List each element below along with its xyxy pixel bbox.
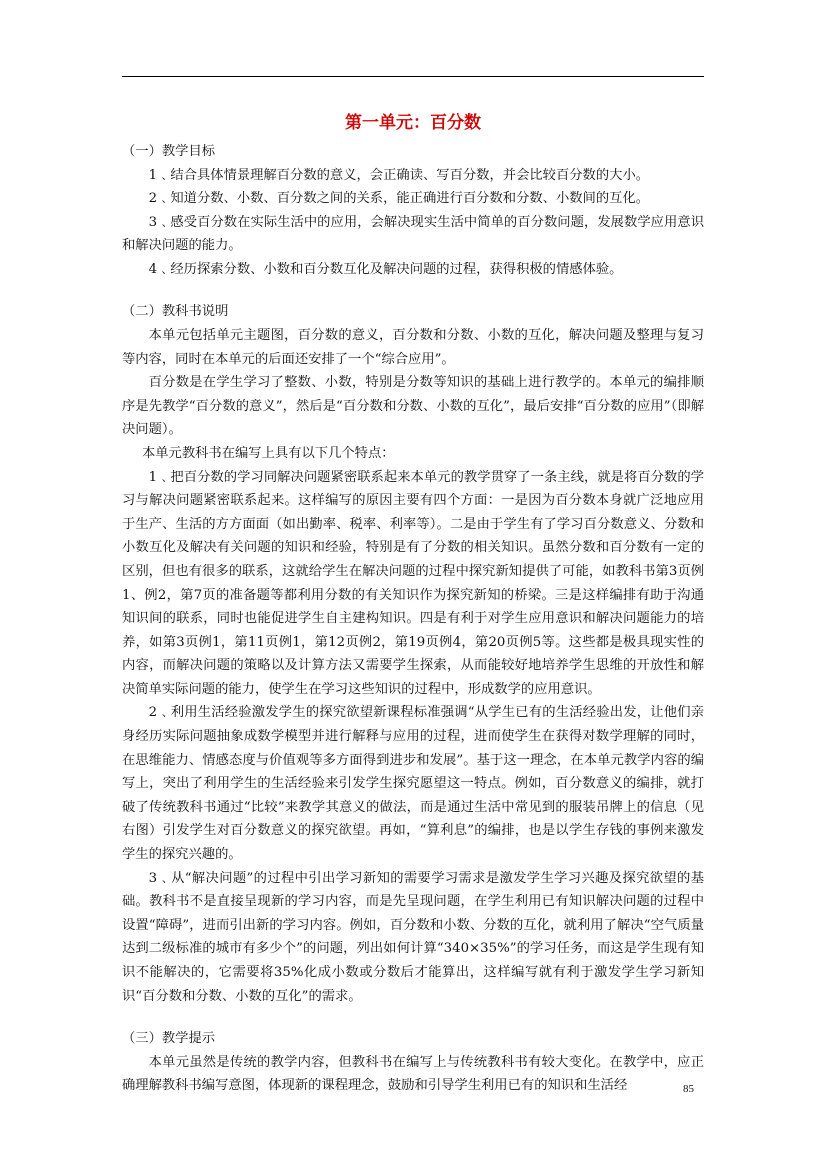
- goal-item: 1﹑结合具体情景理解百分数的意义，会正确读、写百分数，并会比较百分数的大小。: [148, 167, 650, 183]
- paragraph: 百分数是在学生学习了整数、小数，特别是分数等知识的基础上进行教学的。本单元的编排顺序是先教学“百分数的意义”，然后是“百分数和分数、小数的互化”，最后安排“百分数的应用”（即解决问题）。: [122, 375, 704, 438]
- section-gap: [122, 281, 704, 300]
- section-heading-teaching-goals: （一）教学目标: [122, 144, 216, 159]
- paragraph: 3﹑从“解决问题”的过程中引出学习新知的需要学习需求是激发学生学习兴趣及探究欲望的基础。教科书不是直接呈现新的学习内容，而是先呈现问题，在学生利用已有知识解决问题的过程中设置“障碍”，进而引出新的学习内容。例如，百分数和小数、分数的互化，就利用了解决“空气质量达到二级标准的城市有多少个”的问题，列出如何计算“340×35%”的学习任务，而这是学生现有知识不能解决的，它需要将35%化成小数或分数后才能算出，这样编写就有利于激发学生学习新知识“百分数和分数、小数的互化”的需求。: [122, 870, 704, 1004]
- goal-item: 2﹑知道分数、小数、百分数之间的关系，能正确进行百分数和分数、小数间的互化。: [148, 191, 650, 207]
- paragraph: 本单元包括单元主题图，百分数的意义，百分数和分数、小数的互化，解决问题及整理与复习等内容，同时在本单元的后面还安排了一个“综合应用”。: [122, 327, 704, 367]
- goal-item: 3﹑感受百分数在实际生活中的应用，会解决现实生活中简单的百分数问题，发展数学应用意识和解决问题的能力。: [122, 214, 704, 254]
- section-heading-teaching-tips: （三）教学提示: [122, 1031, 216, 1047]
- goal-item: 4﹑经历探索分数、小数和百分数互化及解决问题的过程，获得积极的情感体验。: [148, 261, 623, 277]
- section-gap: [122, 1008, 704, 1027]
- paragraph: 本单元虽然是传统的教学内容，但教科书在编写上与传统教科书有较大变化。在教学中，应正确理解教科书编写意图，体现新的课程理念，鼓励和引导学生利用已有的知识和生活经: [122, 1054, 704, 1094]
- document-page: [122, 108, 704, 1098]
- paragraph: 2﹑利用生活经验激发学生的探究欲望新课程标准强调“从学生已有的生活经验出发，让他们亲身经历实际问题抽象成数学模型并进行解释与应用的过程，进而使学生在获得对数学理解的同时，在思维能力、情感态度与价值观等多方面得到进步和发展”。基于这一理念，在本单元教学内容的编写上，突出了利用学生的生活经验来引发学生探究愿望这一特点。例如，百分数意义的编排，就打破了传统教科书通过“比较”来教学其意义的做法，而是通过生活中常见到的服装吊牌上的信息（见右图）引发学生对百分数意义的探究欲望。再如，“算利息”的编排，也是以学生存钱的事例来激发学生的探究兴趣的。: [122, 705, 704, 863]
- header-rule: [122, 76, 704, 77]
- page-title: 第一单元：百分数: [345, 113, 481, 133]
- paragraph: 1﹑把百分数的学习同解决问题紧密联系起来本单元的教学贯穿了一条主线，就是将百分数的学习与解决问题紧密联系起来。这样编写的原因主要有四个方面：一是因为百分数本身就广泛地应用于生产、生活的方方面面（如出勤率、税率、利率等）。二是由于学生有了学习百分数意义、分数和小数互化及解决有关问题的知识和经验，特别是有了分数的相关知识。虽然分数和百分数有一定的区别，但也有很多的联系，这就给学生在解决问题的过程中探究新知提供了可能，如教科书第3页例1、例2，第7页的准备题等都利用分数的有关知识作为探究新知的桥梁。三是这样编排有助于沟通知识间的联系，同时也能促进学生自主建构知识。四是有利于对学生应用意识和解决问题能力的培养，如第3页例1，第11页例1，第12页例2，第19页例4，第20页例5等。这些都是极具现实性的内容，而解决问题的策略以及计算方法又需要学生探索，从而能较好地培养学生思维的开放性和解决简单实际问题的能力，使学生在学习这些知识的过程中，形成数学的应用意识。: [122, 469, 704, 697]
- page-number: 85: [683, 1083, 694, 1095]
- section-heading-textbook-notes: （二）教科书说明: [122, 304, 229, 320]
- paragraph: 本单元教科书在编写上具有以下几个特点：: [141, 445, 395, 461]
